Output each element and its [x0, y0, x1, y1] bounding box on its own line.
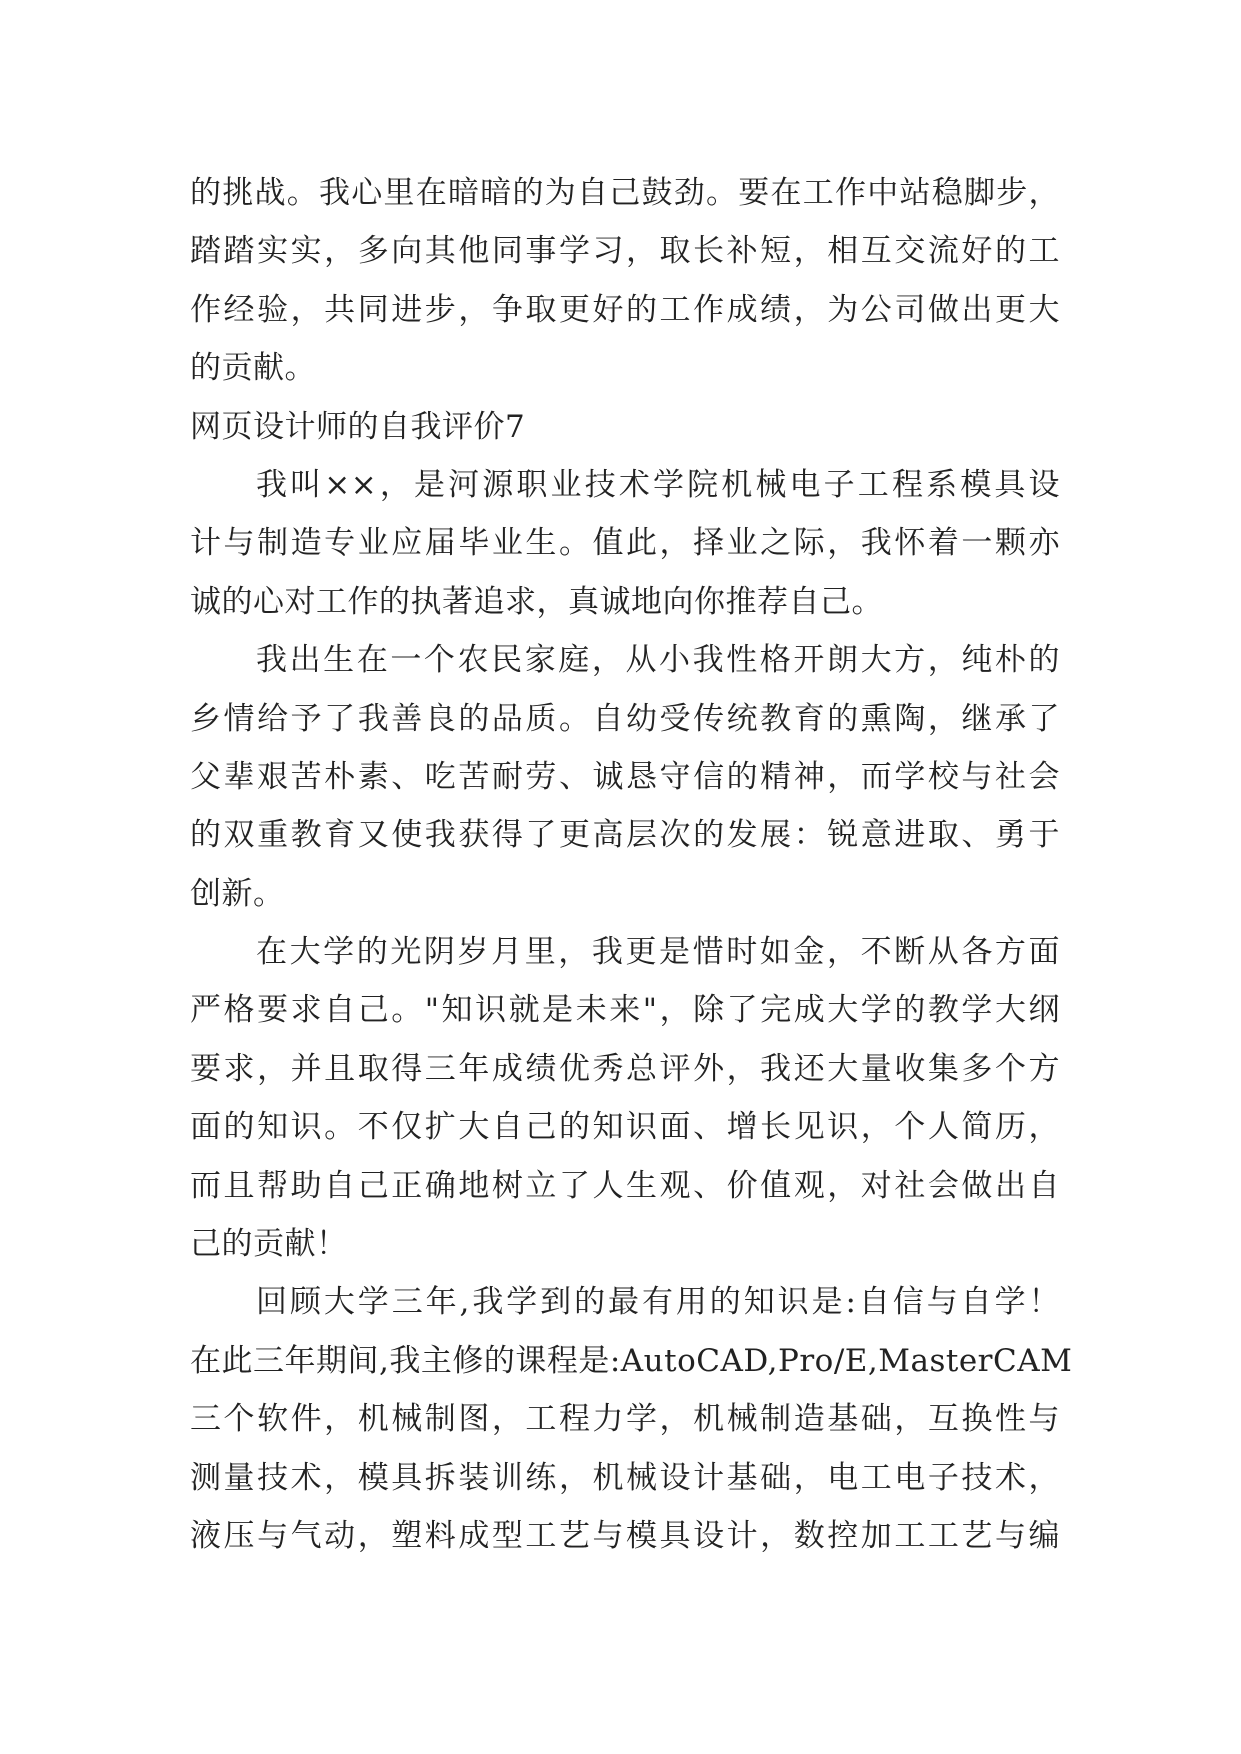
body-line: 的贡献。 [190, 350, 316, 387]
body-line: 我出生在一个农民家庭，从小我性格开朗大方，纯朴的 [256, 642, 1060, 679]
body-line: 踏踏实实，多向其他同事学习，取长补短，相互交流好的工 [190, 233, 1060, 270]
body-line: 三个软件，机械制图，工程力学，机械制造基础，互换性与 [190, 1401, 1060, 1438]
body-line: 测量技术，模具拆装训练，机械设计基础，电工电子技术， [190, 1459, 1060, 1496]
body-line: 乡情给予了我善良的品质。自幼受传统教育的熏陶，继承了 [190, 700, 1060, 737]
body-line: 的双重教育又使我获得了更高层次的发展：锐意进取、勇于 [190, 817, 1060, 854]
body-line: 创新。 [190, 875, 285, 912]
body-line: 在大学的光阴岁月里，我更是惜时如金，不断从各方面 [256, 934, 1060, 971]
body-line: 而且帮助自己正确地树立了人生观、价值观，对社会做出自 [190, 1167, 1060, 1204]
body-line: 计与制造专业应届毕业生。值此，择业之际，我怀着一颗亦 [190, 525, 1060, 562]
body-line: 回顾大学三年,我学到的最有用的知识是:自信与自学！ [256, 1284, 1060, 1321]
body-line: 父辈艰苦朴素、吃苦耐劳、诚恳守信的精神，而学校与社会 [190, 758, 1060, 795]
body-line: 液压与气动，塑料成型工艺与模具设计，数控加工工艺与编 [190, 1517, 1060, 1554]
body-line: 的挑战。我心里在暗暗的为自己鼓劲。要在工作中站稳脚步， [190, 175, 1060, 211]
body-line: 我叫××，是河源职业技术学院机械电子工程系模具设 [256, 466, 1060, 503]
body-line: 面的知识。不仅扩大自己的知识面、增长见识，个人简历， [190, 1109, 1060, 1146]
document-body [190, 164, 1073, 1565]
body-line: 严格要求自己。"知识就是未来"，除了完成大学的教学大纲 [190, 992, 1060, 1029]
section-heading: 网页设计师的自我评价7 [190, 408, 526, 445]
body-line: 己的贡献！ [190, 1226, 348, 1263]
body-line: 作经验，共同进步，争取更好的工作成绩，为公司做出更大 [190, 291, 1060, 328]
body-line: 诚的心对工作的执著追求，真诚地向你推荐自己。 [190, 583, 883, 620]
body-line: 在此三年期间,我主修的课程是:AutoCAD,Pro/E,MasterCAM [190, 1342, 1073, 1379]
body-line: 要求，并且取得三年成绩优秀总评外，我还大量收集多个方 [190, 1050, 1060, 1087]
